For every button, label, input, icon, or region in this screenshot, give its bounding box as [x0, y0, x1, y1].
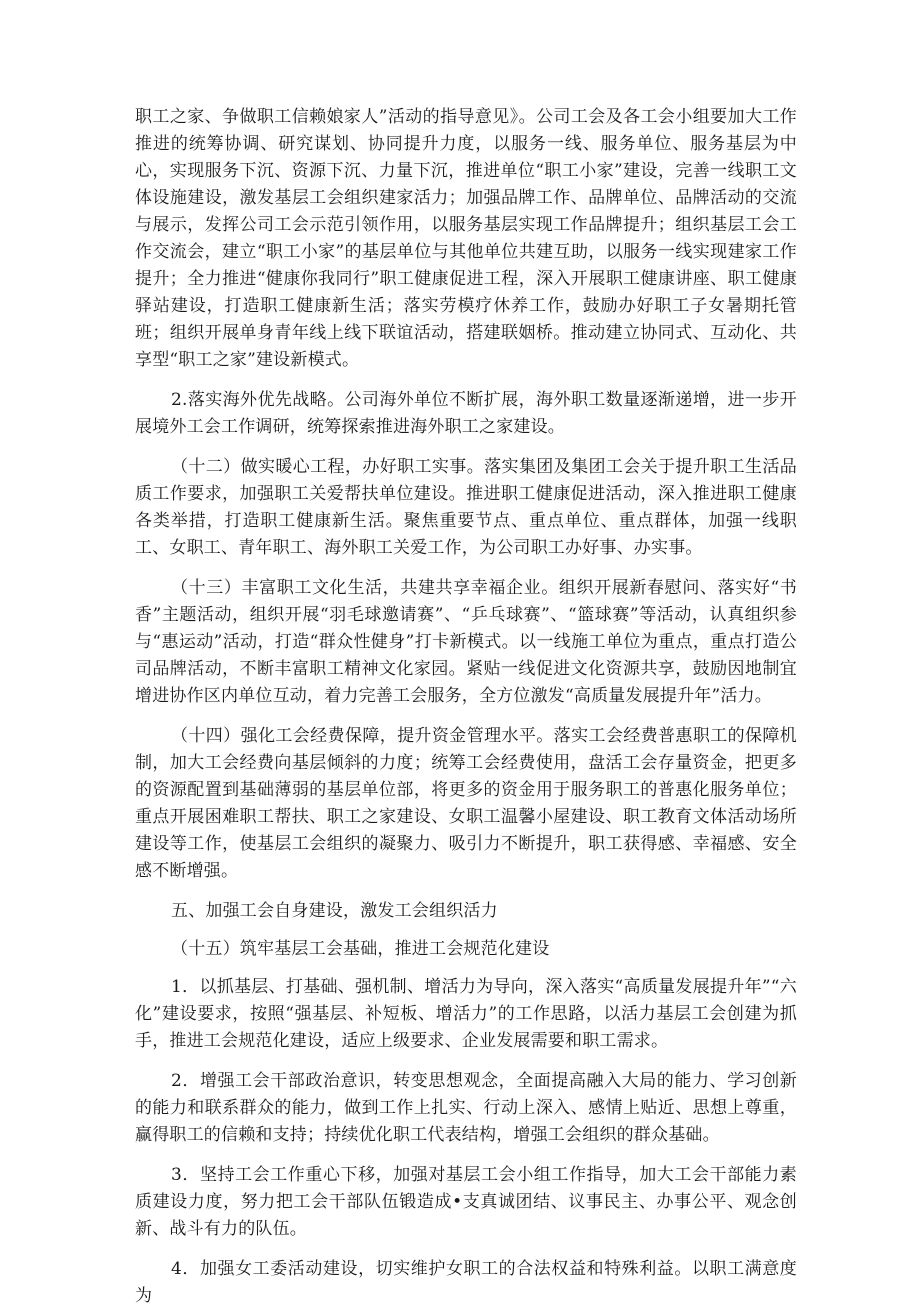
paragraph-section-12: （十二）做实暖心工程，办好职工实事。落实集团及集团工会关于提升职工生活品质工作要求，加强职工关爱帮扶单位建设。推进职工健康促进活动，深入推进职工健康各类举措，打造职工健康新生活。聚焦重要节点、重点单位、重点群体，加强一线职工、女职工、青年职工、海外职工关爱工作，为公司职工办好事、办实事。	[135, 457, 797, 558]
paragraph-intro-continued: 职工之家、争做职工信赖娘家人”活动的指导意见》。公司工会及各工会小组要加大工作推进的统筹协调、研究谋划、协同提升力度，以服务一线、服务单位、服务基层为中心，实现服务下沉、资源下沉、力量下沉，推进单位“职工小家”建设，完善一线职工文体设施建设，激发基层工会组织建家活力；加强品牌工作、品牌单位、品牌活动的交流与展示，发挥公司工会示范引领作用，以服务基层实现工作品牌提升；组织基层工会工作交流会，建立“职工小家”的基层单位与其他单位共建互助，以服务一线实现建家工作提升；全力推进“健康你我同行”职工健康促进工程，深入开展职工健康讲座、职工健康驿站建设，打造职工健康新生活；落实劳模疗休养工作，鼓励办好职工子女暑期托管班；组织开展单身青年线上线下联谊活动，搭建联姻桥。推动建立协同式、互动化、共享型“职工之家”建设新模式。	[135, 107, 797, 370]
paragraph-item-2: 2．增强工会干部政治意识，转变思想观念，全面提高融入大局的能力、学习创新的能力和联系群众的能力，做到工作上扎实、行动上深入、感情上贴近、思想上尊重，赢得职工的信赖和支持；持续优化职工代表结构，增强工会组织的群众基础。	[135, 1071, 797, 1145]
subsection-heading-15: （十五）筑牢基层工会基础，推进工会规范化建设	[171, 939, 550, 959]
paragraph-item-1: 1．以抓基层、打基础、强机制、增活力为导向，深入落实“高质量发展提升年”“六化”建设要求，按照“强基层、补短板、增活力”的工作思路，以活力基层工会创建为抓手，推进工会规范化建设，适应上级要求、企业发展需要和职工需求。	[135, 977, 797, 1051]
document-page	[135, 104, 797, 1310]
paragraph-section-13: （十三）丰富职工文化生活，共建共享幸福企业。组织开展新春慰问、落实好“书香”主题活动，组织开展“羽毛球邀请赛”、“乒乓球赛”、“篮球赛”等活动，认真组织参与“惠运动”活动，打造“群众性健身”打卡新模式。以一线施工单位为重点，重点打造公司品牌活动，不断丰富职工精神文化家园。紧贴一线促进文化资源共享，鼓励因地制宜增进协作区内单位互动，着力完善工会服务，全方位激发“高质量发展提升年”活力。	[135, 578, 797, 706]
section-heading-5: 五、加强工会自身建设，激发工会组织活力	[171, 901, 498, 921]
paragraph-overseas-strategy: 2.落实海外优先战略。公司海外单位不断扩展，海外职工数量逐渐递增，进一步开展境外工会工作调研，统筹探索推进海外职工之家建设。	[135, 390, 797, 437]
paragraph-section-14: （十四）强化工会经费保障，提升资金管理水平。落实工会经费普惠职工的保障机制，加大工会经费向基层倾斜的力度；统筹工会经费使用，盘活工会存量资金，把更多的资源配置到基础薄弱的基层单位部，将更多的资金用于服务职工的普惠化服务单位；重点开展困难职工帮扶、职工之家建设、女职工温馨小屋建设、职工教育文体活动场所建设等工作，使基层工会组织的凝聚力、吸引力不断提升，职工获得感、幸福感、安全感不断增强。	[135, 726, 797, 881]
paragraph-item-4: 4．加强女工委活动建设，切实维护女职工的合法权益和特殊利益。以职工满意度为	[135, 1259, 797, 1306]
paragraph-item-3: 3．坚持工会工作重心下移，加强对基层工会小组工作指导，加大工会干部能力素质建设力度，努力把工会干部队伍锻造成•支真诚团结、议事民主、办事公平、观念创新、战斗有力的队伍。	[135, 1165, 797, 1239]
